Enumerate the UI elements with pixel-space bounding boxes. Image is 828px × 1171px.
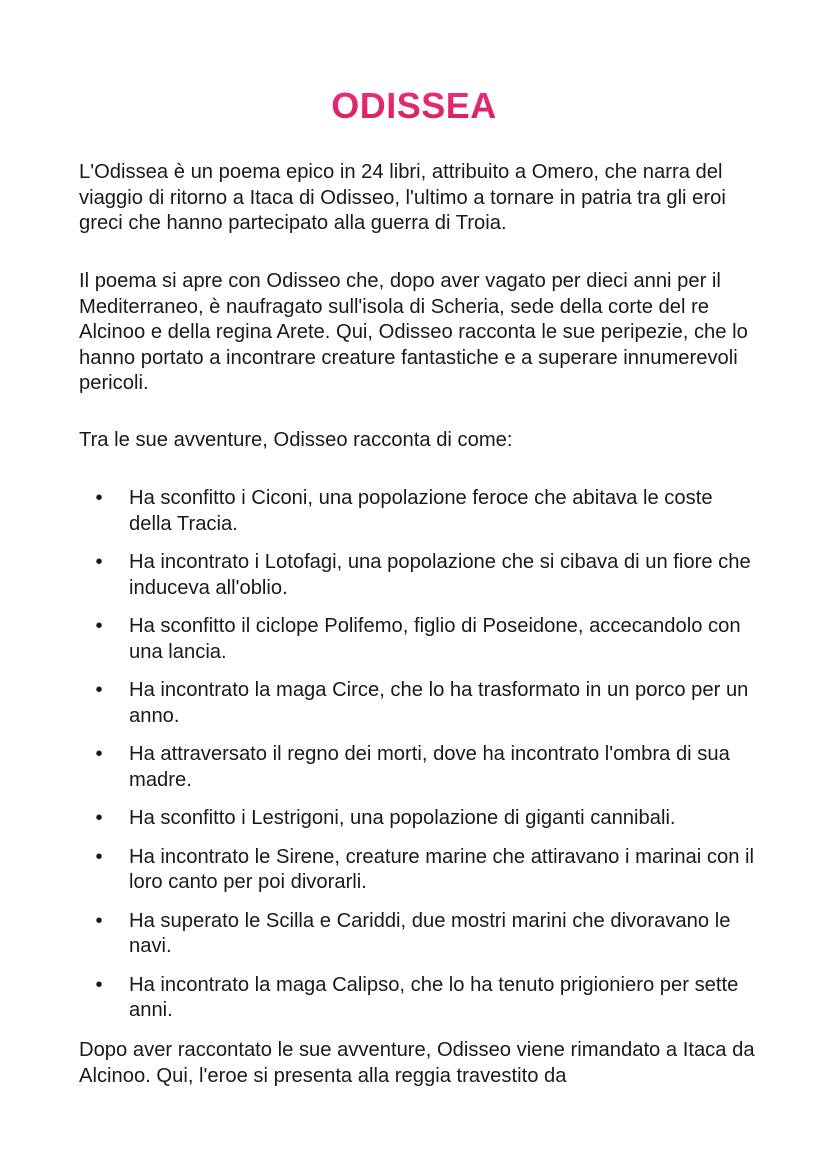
list-item: [79, 486, 759, 537]
list-item-text: Ha sconfitto i Lestrigoni, una popolazione di giganti cannibali.: [129, 807, 676, 829]
list-item-text: Ha attraversato il regno dei morti, dove ha incontrato l'ombra di sua madre.: [129, 743, 730, 791]
bullet-icon: •: [95, 807, 103, 829]
list-item-text: Ha incontrato i Lotofagi, una popolazione che si cibava di un fiore che induceva all'oblio.: [129, 551, 751, 599]
list-item-text: Ha incontrato la maga Circe, che lo ha trasformato in un porco per un anno.: [129, 679, 749, 727]
list-item: [79, 909, 759, 960]
list-item-text: Ha superato le Scilla e Cariddi, due mostri marini che divoravano le navi.: [129, 909, 731, 957]
bullet-icon: •: [95, 845, 103, 868]
list-item-text: Ha sconfitto il ciclope Polifemo, figlio di Poseidone, accecandolo con una lancia.: [129, 615, 741, 663]
intro-paragraph: L'Odissea è un poema epico in 24 libri, attribuito a Omero, che narra del viaggio di ritorno a Itaca di Odisseo, l'ultimo a tornare in patria tra gli eroi greci che hanno partecipato alla guerra di Troia.: [79, 161, 726, 234]
list-item: [79, 806, 759, 832]
list-item: [79, 742, 759, 793]
list-item: [79, 550, 759, 601]
bullet-icon: •: [95, 487, 103, 509]
bullet-icon: •: [95, 973, 103, 996]
list-item: [79, 845, 759, 896]
adventures-list: [79, 486, 759, 1037]
list-item-text: Ha incontrato la maga Calipso, che lo ha tenuto prigioniero per sette anni.: [129, 973, 739, 1021]
list-item: [79, 678, 759, 729]
adventures-intro-paragraph: Tra le sue avventure, Odisseo racconta di come:: [79, 429, 513, 451]
bullet-icon: •: [95, 909, 103, 932]
bullet-icon: •: [95, 679, 103, 701]
list-item: [79, 973, 759, 1024]
bullet-icon: •: [95, 615, 103, 637]
page-title: ODISSEA: [0, 84, 828, 128]
bullet-icon: •: [95, 743, 103, 765]
bullet-icon: •: [95, 551, 103, 573]
list-item: [79, 614, 759, 665]
closing-paragraph: Dopo aver raccontato le sue avventure, Odisseo viene rimandato a Itaca da Alcinoo. Qui, l'eroe si presenta alla reggia travestito da: [79, 1039, 755, 1087]
list-item-text: Ha sconfitto i Ciconi, una popolazione feroce che abitava le coste della Tracia.: [129, 487, 713, 535]
list-item-text: Ha incontrato le Sirene, creature marine che attiravano i marinai con il loro canto per poi divorarli.: [129, 845, 754, 893]
opening-paragraph: Il poema si apre con Odisseo che, dopo aver vagato per dieci anni per il Mediterraneo, è naufragato sull'isola di Scheria, sede della corte del re Alcinoo e della regina Arete. Qui, Odisseo racconta le sue peripezie, che lo hanno portato a incontrare creature fantastiche e a superare innumerevoli pericoli.: [79, 270, 748, 394]
